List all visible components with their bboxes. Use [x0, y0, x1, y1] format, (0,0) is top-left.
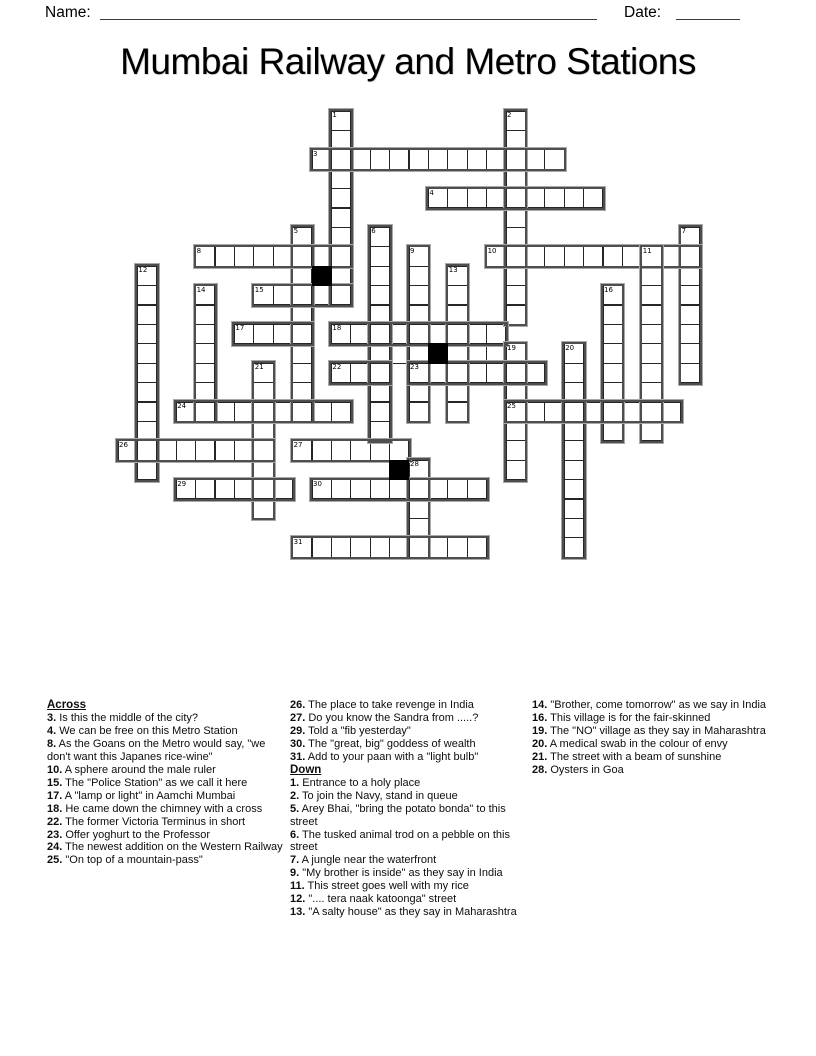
grid-clue-number: 8 — [196, 246, 202, 255]
grid-clue-number: 22 — [332, 363, 342, 372]
clue-number: 7. — [290, 854, 300, 867]
word-outline-15-across — [252, 284, 353, 307]
word-outline-4-across — [426, 187, 605, 210]
word-outline-3-across — [310, 148, 566, 171]
grid-clue-number: 20 — [565, 343, 575, 352]
clue-number: 3. — [47, 711, 57, 724]
clue-number: 13. — [290, 906, 306, 919]
clue: 11. This street goes well with my rice — [290, 880, 469, 893]
word-outline-27-across — [291, 439, 411, 462]
clue: 17. A "lamp or light" in Aamchi Mumbai — [47, 789, 236, 802]
clue-number: 29. — [290, 724, 306, 737]
clue: 18. He came down the chimney with a cross — [47, 802, 263, 815]
grid-clue-number: 21 — [254, 363, 264, 372]
clue: 23. Offer yoghurt to the Professor — [47, 828, 211, 841]
clue-number: 8. — [47, 737, 57, 750]
grid-clue-number: 3 — [313, 149, 318, 158]
grid-clue-number: 25 — [507, 402, 516, 410]
grid-clue-number: 6 — [371, 227, 376, 236]
word-outline-8-across — [194, 245, 353, 268]
clue: 3. Is this the middle of the city? — [47, 711, 199, 724]
name-label: Name: — [45, 4, 91, 21]
word-outline-23-across — [407, 361, 547, 384]
grid-clue-number: 1 — [332, 111, 337, 119]
clue: 5. Arey Bhai, "bring the potato bonda" to this street — [290, 802, 506, 828]
word-outline-20-down — [562, 342, 585, 559]
grid-clue-number: 12 — [138, 266, 148, 275]
page-title: Mumbai Railway and Metro Stations — [120, 41, 696, 82]
clue-number: 6. — [290, 828, 300, 841]
grid-clue-number: 23 — [410, 363, 419, 372]
clue: 8. As the Goans on the Metro would say, "we don't want this Japanes rice-wine" — [47, 737, 266, 763]
black-cell — [428, 343, 448, 363]
grid-clue-number: 14 — [196, 285, 206, 294]
word-outline-25-across — [504, 400, 683, 423]
clue-number: 28. — [532, 763, 548, 776]
clue: 19. The "NO" village as they say in Maharashtra — [532, 724, 766, 737]
clue-number: 5. — [290, 802, 300, 815]
grid-clue-number: 18 — [332, 324, 342, 333]
word-outline-29-across — [174, 478, 294, 501]
clue: 28. Oysters in Goa — [532, 763, 624, 776]
grid-clue-number: 17 — [235, 324, 245, 333]
clue: 14. "Brother, come tomorrow" as we say in India — [532, 699, 767, 711]
clue: 10. A sphere around the male ruler — [47, 763, 216, 776]
clue-number: 1. — [290, 776, 300, 789]
grid-clue-number: 2 — [507, 111, 512, 119]
clue-column-middle — [290, 699, 532, 919]
clue: 2. To join the Navy, stand in queue — [290, 789, 458, 802]
clue-number: 4. — [47, 724, 57, 737]
clue-column-down — [532, 699, 784, 777]
grid-clue-number: 16 — [604, 285, 613, 294]
clue-number: 14. — [532, 699, 548, 711]
grid-clue-number: 30 — [313, 479, 322, 488]
grid-clue-number: 24 — [177, 402, 187, 410]
word-outline-18-across — [329, 322, 508, 345]
clue-number: 27. — [290, 711, 306, 724]
clue: 21. The street with a beam of sunshine — [532, 750, 722, 763]
clue: 6. The tusked animal trod on a pebble on this street — [290, 828, 510, 854]
clue-number: 31. — [290, 750, 306, 763]
grid-clue-number: 11 — [642, 246, 652, 255]
clue-number: 26. — [290, 699, 306, 711]
grid-clue-number: 5 — [293, 227, 299, 236]
clue-section-header: Across — [47, 699, 86, 711]
clue: 29. Told a "fib yesterday" — [290, 724, 411, 737]
clue: 30. The "great, big" goddess of wealth — [290, 737, 476, 750]
word-outline-10-across — [485, 245, 702, 268]
word-outline-1-down — [329, 109, 352, 307]
grid-clue-number: 9 — [410, 246, 415, 255]
clue: 27. Do you know the Sandra from .....? — [290, 711, 479, 724]
black-cell — [312, 266, 332, 286]
black-cell — [389, 460, 409, 480]
clue: 16. This village is for the fair-skinned — [532, 711, 711, 724]
clue-column-across — [47, 699, 288, 867]
clue-number: 23. — [47, 828, 63, 841]
clue: 25. "On top of a mountain-pass" — [47, 854, 203, 867]
word-outline-31-across — [291, 536, 489, 559]
clue: 12. ".... tera naak katoonga" street — [290, 893, 457, 906]
clue: 22. The former Victoria Terminus in short — [47, 815, 246, 828]
clue: 24. The newest addition on the Western Railway — [47, 841, 283, 854]
clue-number: 17. — [47, 789, 63, 802]
date-label: Date: — [624, 4, 662, 21]
clue: 15. The "Police Station" as we call it here — [47, 776, 248, 789]
clue-number: 19. — [532, 724, 548, 737]
clue: 20. A medical swab in the colour of envy — [532, 737, 728, 750]
grid-clue-number: 19 — [507, 343, 516, 352]
grid-clue-number: 29 — [177, 479, 187, 488]
clue-number: 24. — [47, 841, 63, 854]
word-outline-17-across — [232, 322, 314, 345]
clue-number: 21. — [532, 750, 548, 763]
clue-number: 12. — [290, 893, 306, 906]
grid-clue-number: 7 — [681, 227, 687, 236]
clue-number: 11. — [290, 880, 305, 893]
clue: 26. The place to take revenge in India — [290, 699, 474, 711]
grid-clue-number: 28 — [410, 460, 419, 469]
clue: 1. Entrance to a holy place — [290, 776, 421, 789]
clue-number: 10. — [47, 763, 63, 776]
clue: 9. "My brother is inside" as they say in India — [290, 867, 503, 880]
grid-clue-number: 31 — [293, 537, 303, 546]
clue-section-header: Down — [290, 763, 322, 776]
clue: 4. We can be free on this Metro Station — [47, 724, 238, 737]
grid-clue-number: 27 — [293, 440, 303, 449]
word-outline-26-across — [116, 439, 275, 462]
clue-number: 16. — [532, 711, 548, 724]
grid-clue-number: 4 — [429, 188, 434, 197]
clue-number: 2. — [290, 789, 300, 802]
clue-number: 18. — [47, 802, 63, 815]
clue-number: 20. — [532, 737, 548, 750]
grid-clue-number: 15 — [254, 285, 264, 294]
word-outline-24-across — [174, 400, 353, 423]
word-outline-30-across — [310, 478, 489, 501]
clue-number: 9. — [290, 867, 300, 880]
clue-number: 22. — [47, 815, 63, 828]
grid-clue-number: 26 — [119, 440, 128, 449]
clue: 31. Add to your paan with a "light bulb" — [290, 750, 479, 763]
clue-number: 30. — [290, 737, 306, 750]
grid-clue-number: 10 — [487, 246, 497, 255]
clue-number: 15. — [47, 776, 63, 789]
clue-number: 25. — [47, 854, 63, 867]
grid-clue-number: 13 — [448, 266, 458, 275]
clue: 7. A jungle near the waterfront — [290, 854, 437, 867]
word-outline-2-down — [504, 109, 527, 326]
clue: 13. "A salty house" as they say in Maharashtra — [290, 906, 517, 919]
